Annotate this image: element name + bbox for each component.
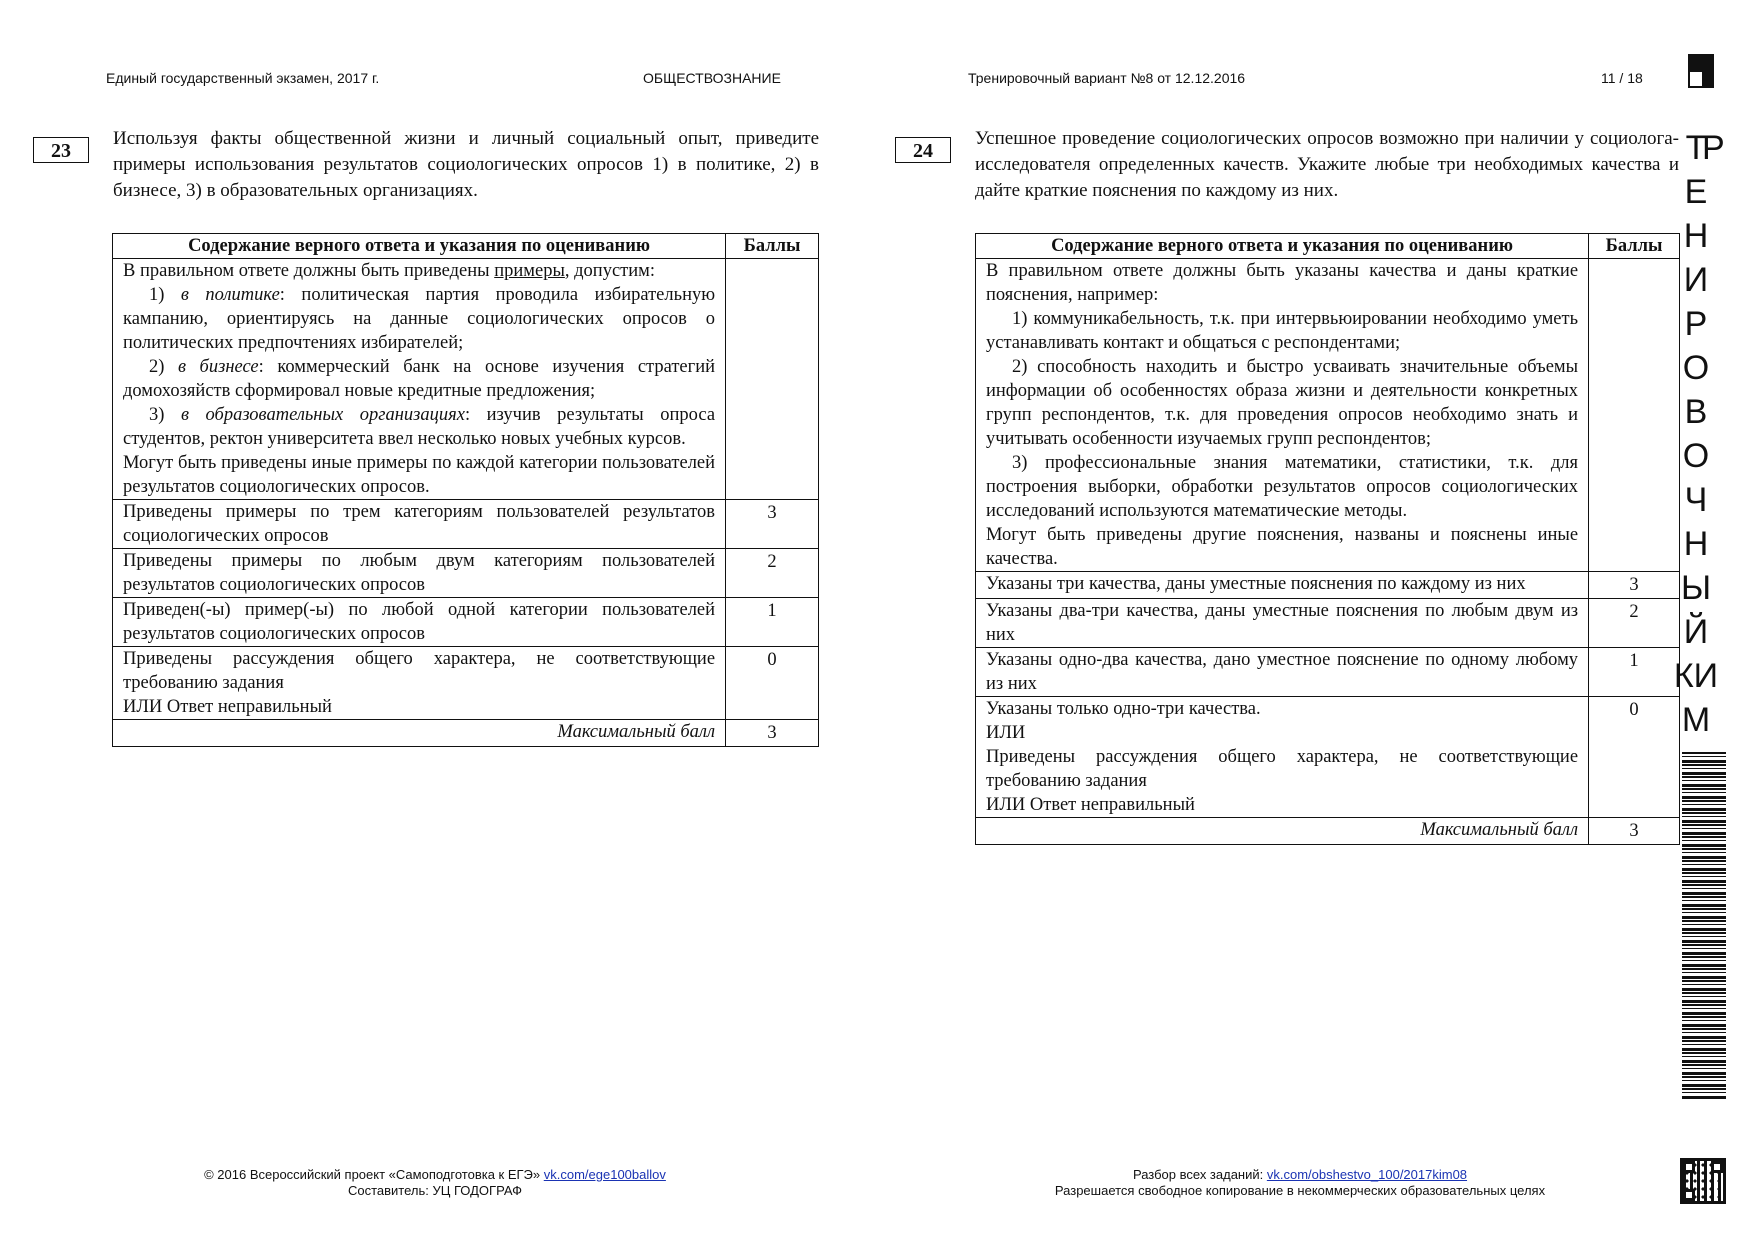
criterion-score: 2 (726, 549, 819, 598)
criterion-text: Указаны два-три качества, даны уместные пояснения по любым двум из них (976, 599, 1589, 648)
exam-title: Единый государственный экзамен, 2017 г. (106, 70, 380, 86)
task-24-number: 24 (895, 137, 951, 163)
task-24-question: Успешное проведение социологических опросов возможно при наличии у социолога-исследователя определенных качеств. Укажите любые три необходимых качества и дайте краткие пояснения по каждому из них. (975, 128, 1679, 201)
criterion-text: Приведены примеры по трем категориям пользователей результатов социологических опросов (113, 500, 726, 549)
task-23-number: 23 (33, 137, 89, 163)
column-header-score: Баллы (726, 234, 819, 259)
max-score-value: 3 (726, 720, 819, 747)
answer-content-row (976, 259, 1680, 572)
criterion-score: 1 (726, 598, 819, 647)
table-row (113, 549, 819, 598)
answer-item-3: 3) в образовательных организациях: изучив результаты опроса студентов, ректон университета ввел несколько новых учебных курсов. (123, 405, 716, 449)
answer-score-empty (1589, 259, 1680, 572)
corner-marker-icon (1688, 54, 1714, 88)
answer-note: Могут быть приведены иные примеры по каждой категории пользователей результатов социологических опросов. (123, 453, 716, 497)
column-header-score: Баллы (1589, 234, 1680, 259)
table-row (976, 599, 1680, 648)
criterion-text: Приведены рассуждения общего характера, не соответствующие требованию задания ИЛИ Ответ неправильный (113, 647, 726, 720)
table-row (113, 647, 819, 720)
variant-title: Тренировочный вариант №8 от 12.12.2016 (968, 70, 1246, 86)
max-score-label: Максимальный балл (113, 720, 726, 747)
column-header-content: Содержание верного ответа и указания по оцениванию (113, 234, 726, 259)
criterion-score: 0 (726, 647, 819, 720)
table-row (113, 500, 819, 549)
max-score-row (113, 720, 819, 747)
vertical-watermark: Т Р Е Н И Р О В О Ч Н Ы Й КИ М (1673, 129, 1725, 739)
answer-intro: В правильном ответе должны быть указаны качества и даны краткие пояснения, например: (986, 261, 1579, 305)
answer-content (976, 259, 1589, 572)
answer-item-3: 3) профессиональные знания математики, статистики, т.к. для построения выборки, обработки результатов опросов социологических исследований используются математические методы. (986, 453, 1579, 521)
answer-content (113, 259, 726, 500)
table-header-row (113, 234, 819, 259)
footer-left (150, 1167, 720, 1199)
table-header-row (976, 234, 1680, 259)
criterion-text: Приведены примеры по любым двум категориям пользователей результатов социологических опросов (113, 549, 726, 598)
task-23-grading-table (112, 233, 819, 747)
barcode-icon (1682, 752, 1726, 1100)
answer-note: Могут быть приведены другие пояснения, названы и пояснены иные качества. (986, 525, 1579, 569)
footer-right (980, 1167, 1620, 1199)
criterion-text: Указаны только одно-три качества. ИЛИ Приведены рассуждения общего характера, не соответствующие требованию задания ИЛИ Ответ неправильный (976, 697, 1589, 818)
criterion-score: 0 (1589, 697, 1680, 818)
criterion-score: 1 (1589, 648, 1680, 697)
table-row (976, 697, 1680, 818)
criterion-score: 3 (1589, 572, 1680, 599)
answer-item-1: 1) коммуникабельность, т.к. при интервьюировании необходимо уметь устанавливать контакт и общаться с респондентами; (986, 309, 1579, 353)
footer-analysis-label: Разбор всех заданий: (1132, 1167, 1267, 1182)
page-number: 11 / 18 (1601, 70, 1643, 86)
max-score-label: Максимальный балл (976, 818, 1589, 845)
answer-item-1: 1) в политике: политическая партия проводила избирательную кампанию, ориентируясь на данные социологических опросов о политических предпочтениях избирателей; (123, 285, 716, 353)
table-row (976, 648, 1680, 697)
answer-score-empty (726, 259, 819, 500)
answer-content-row (113, 259, 819, 500)
subject-title: ОБЩЕСТВОЗНАНИЕ (643, 70, 781, 86)
answer-item-2: 2) в бизнесе: коммерческий банк на основе изучения стратегий домохозяйств сформировал новые кредитные предложения; (123, 357, 716, 401)
table-row (976, 572, 1680, 599)
column-header-content: Содержание верного ответа и указания по оцениванию (976, 234, 1589, 259)
qr-code-icon (1680, 1158, 1726, 1204)
footer-copyright: © 2016 Всероссийский проект «Самоподготовка к ЕГЭ» (204, 1167, 544, 1182)
criterion-text: Указаны три качества, даны уместные пояснения по каждому из них (976, 572, 1589, 599)
footer-link-obshestvo[interactable]: vk.com/obshestvo_100/2017kim08 (1266, 1167, 1468, 1182)
footer-compiler: Составитель: УЦ ГОДОГРАФ (347, 1183, 522, 1198)
footer-copy-permission: Разрешается свободное копирование в некоммерческих образовательных целях (1054, 1183, 1546, 1198)
task-24-grading-table (975, 233, 1680, 845)
task-23-question: Используя факты общественной жизни и личный социальный опыт, приведите примеры использования результатов социологических опросов 1) в политике, 2) в бизнесе, 3) в образовательных организациях. (113, 128, 819, 201)
criterion-score: 2 (1589, 599, 1680, 648)
table-row (113, 598, 819, 647)
max-score-value: 3 (1589, 818, 1680, 845)
footer-link-ege100ballov[interactable]: vk.com/ege100ballov (543, 1167, 666, 1182)
criterion-score: 3 (726, 500, 819, 549)
criterion-text: Указаны одно-два качества, дано уместное пояснение по одному любому из них (976, 648, 1589, 697)
answer-intro: В правильном ответе должны быть приведены примеры, допустим: (123, 261, 655, 281)
max-score-row (976, 818, 1680, 845)
answer-item-2: 2) способность находить и быстро усваивать значительные объемы информации об особенностях образа жизни и деятельности конкретных групп респондентов, т.к. для проведения опросов необходимо знать и учитывать особенности изучаемых групп респондентов; (986, 357, 1579, 449)
criterion-text: Приведен(-ы) пример(-ы) по любой одной категории пользователей результатов социологических опросов (113, 598, 726, 647)
